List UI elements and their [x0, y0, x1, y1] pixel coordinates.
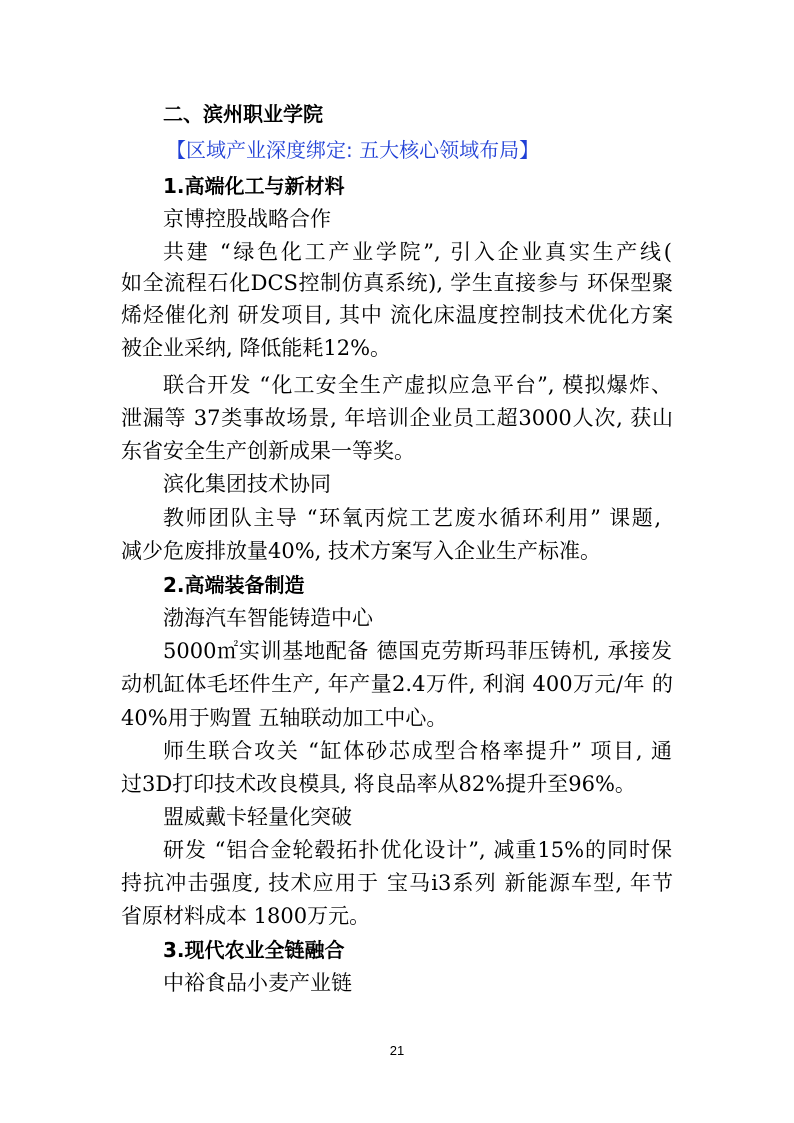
para-line: 过3D打印技术改良模具, 将良品率从82%提升至96%。 [121, 772, 636, 796]
page-number: 21 [389, 1043, 405, 1058]
para-line: 减少危废排放量40%, 技术方案写入企业生产标准。 [121, 539, 602, 563]
section-tagline: 【区域产业深度绑定: 五大核心领域布局】 [166, 138, 540, 162]
para-line: 如全流程石化DCS控制仿真系统), 学生直接参与 环保型聚 [121, 271, 673, 295]
para-line: 5000㎡实训基地配备 德国克劳斯玛菲压铸机, 承接发 [163, 639, 672, 663]
para-line: 40%用于购置 五轴联动加工中心。 [121, 706, 448, 730]
section-title: 二、滨州职业学院 [163, 102, 323, 126]
para-line: 师生联合攻关 “缸体砂芯成型合格率提升” 项目, 通 [163, 739, 672, 763]
para-line: 研发 “铝合金轮毂拓扑优化设计”, 减重15%的同时保 [163, 838, 672, 862]
subheading-mengwei: 盟威戴卡轻量化突破 [163, 805, 352, 829]
para-line: 教师团队主导 “环氧丙烷工艺废水循环利用” 课题, [163, 506, 661, 530]
subheading-zhongyu: 中裕食品小麦产业链 [163, 971, 352, 995]
heading-equipment: 2.高端装备制造 [163, 573, 305, 597]
heading-agriculture: 3.现代农业全链融合 [163, 938, 345, 962]
para-line: 烯烃催化剂 研发项目, 其中 流化床温度控制技术优化方案 [121, 303, 673, 327]
heading-chemical: 1.高端化工与新材料 [163, 174, 345, 198]
para-line: 省原材料成本 1800万元。 [121, 904, 371, 928]
subheading-bohai: 渤海汽车智能铸造中心 [163, 606, 373, 630]
para-line: 共建 “绿色化工产业学院”, 引入企业真实生产线( [163, 240, 672, 264]
subheading-binhua: 滨化集团技术协同 [163, 472, 331, 496]
para-line: 持抗冲击强度, 技术应用于 宝马i3系列 新能源车型, 年节 [121, 871, 673, 895]
para-line: 动机缸体毛坯件生产, 年产量2.4万件, 利润 400万元/年 的 [121, 672, 673, 696]
para-line: 联合开发 “化工安全生产虚拟应急平台”, 模拟爆炸、 [163, 373, 672, 397]
subheading-jingbo: 京博控股战略合作 [163, 207, 331, 231]
para-line: 东省安全生产创新成果一等奖。 [121, 439, 415, 463]
para-line: 被企业采纳, 降低能耗12%。 [121, 336, 392, 360]
para-line: 泄漏等 37类事故场景, 年培训企业员工超3000人次, 获山 [121, 406, 673, 430]
